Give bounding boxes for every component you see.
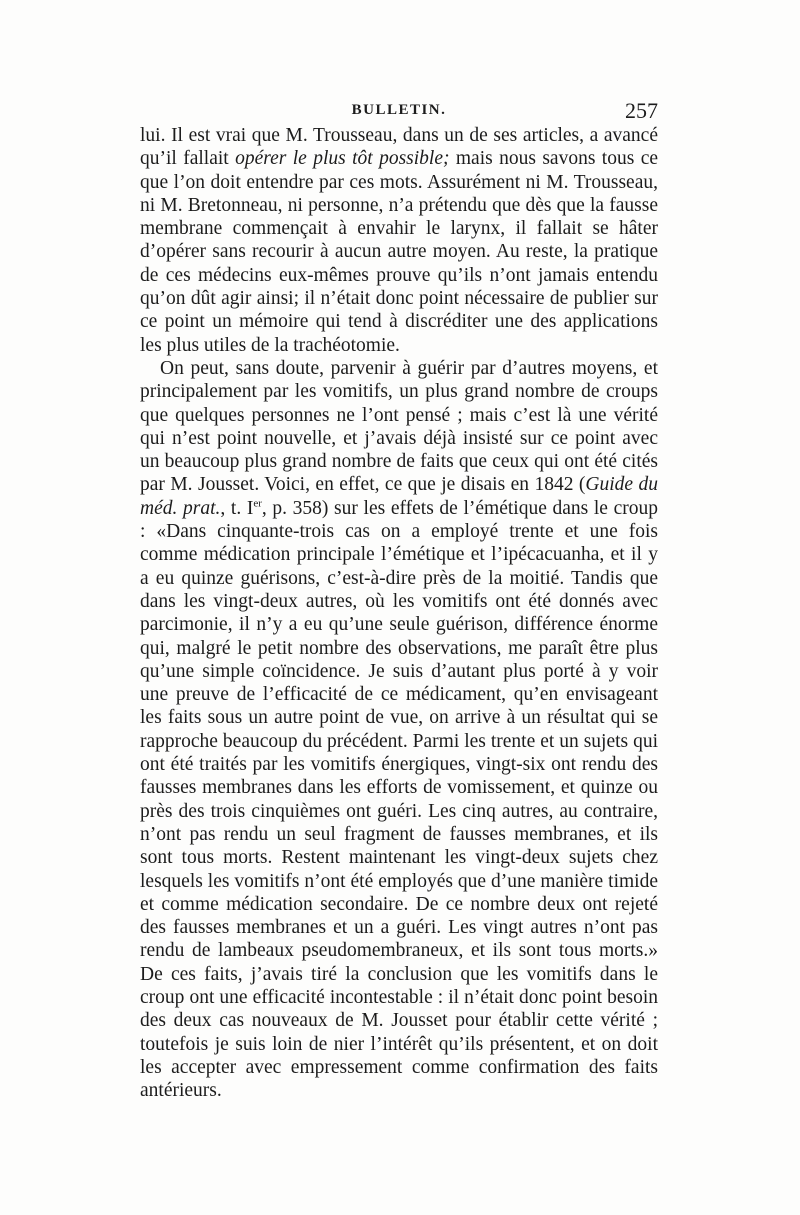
- paragraph-2-text-b: , t. I: [220, 497, 254, 519]
- page-number: 257: [625, 98, 658, 123]
- paragraph-2-citation-title: Guide du méd. prat.: [140, 474, 658, 519]
- paragraph-2-text-c: , p. 358) sur les effets de l’émétique dans le croup : «Dans cinquante-trois cas on a employé trente et une fois comme médication principale l’émétique et l’ipécacuanha, et il y a eu quinze guérisons, c’est-à-dire près de la moitié. Tandis que dans les vingt-deux autres, où les vomitifs ont été donnés avec parcimonie, il n’y a eu qu’une seule guérison, différence énorme qui, malgré le petit nombre des observations, me paraît être plus qu’une simple coïncidence. Je suis d’autant plus porté à y voir une preuve de l’efficacité de ce médicament, qu’en envisageant les faits sous un autre point de vue, on arrive à un résultat qui se rapproche beaucoup du précédent. Parmi les trente et un sujets qui ont été traités par les vomitifs énergiques, vingt-six ont rendu des fausses membranes dans les efforts de vomissement, et quinze ou près des trois cinquièmes ont guéri. Les cinq autres, au contraire, n’ont pas rendu un seul fragment de fausses membranes, et ils sont tous morts. Restent maintenant les vingt-deux sujets chez lesquels les vomitifs n’ont été employés que d’une manière timide et comme médication secondaire. De ce nombre deux ont rejeté des fausses membranes et un a guéri. Les vingt autres n’ont pas rendu de lambeaux pseudomembraneux, et ils sont tous morts.» De ces faits, j’avais tiré la conclusion que les vomitifs dans le croup ont une efficacité incontestable : il n’était donc point besoin des deux cas nouveaux de M. Jousset pour établir cette vérité ; toutefois je suis loin de nier l’intérêt qu’ils présentent, et on doit les accepter avec empressement comme confirmation des faits antérieurs.: [140, 497, 658, 1102]
- paragraph-2: [140, 357, 658, 1103]
- body-text: [140, 124, 658, 1102]
- paragraph-2-superscript: er: [253, 497, 262, 510]
- paragraph-2-text-a: On peut, sans doute, parvenir à guérir par d’autres moyens, et principalement par les vomitifs, un plus grand nombre de croups que quelques personnes ne l’ont pensé ; mais c’est là une vérité qui n’est point nouvelle, et j’avais déjà insisté sur ce point avec un beaucoup plus grand nombre de faits que ceux qui ont été cités par M. Jousset. Voici, en effet, ce que je disais en 1842 (: [140, 357, 658, 496]
- running-title: BULLETIN.: [351, 102, 447, 118]
- paragraph-1-text-b: mais nous savons tous ce que l’on doit entendre par ces mots. Assurément ni M. Trousseau, ni M. Bretonneau, ni personne, n’a prétendu que dès que la fausse membrane commençait à envahir le larynx, il fallait se hâter d’opérer sans recourir à aucun autre moyen. Au reste, la pratique de ces médecins eux-mêmes prouve qu’ils n’ont jamais entendu qu’on dût agir ainsi; il n’était donc point nécessaire de publier sur ce point un mémoire qui tend à discréditer une des applications les plus utiles de la trachéotomie.: [140, 148, 659, 356]
- page-header: [140, 98, 658, 124]
- paragraph-1: [140, 124, 658, 357]
- paragraph-1-italic-phrase: opérer le plus tôt possible;: [235, 148, 450, 170]
- paragraph-1-text-a: lui. Il est vrai que M. Trousseau, dans un de ses articles, a avancé qu’il fallait: [140, 125, 658, 170]
